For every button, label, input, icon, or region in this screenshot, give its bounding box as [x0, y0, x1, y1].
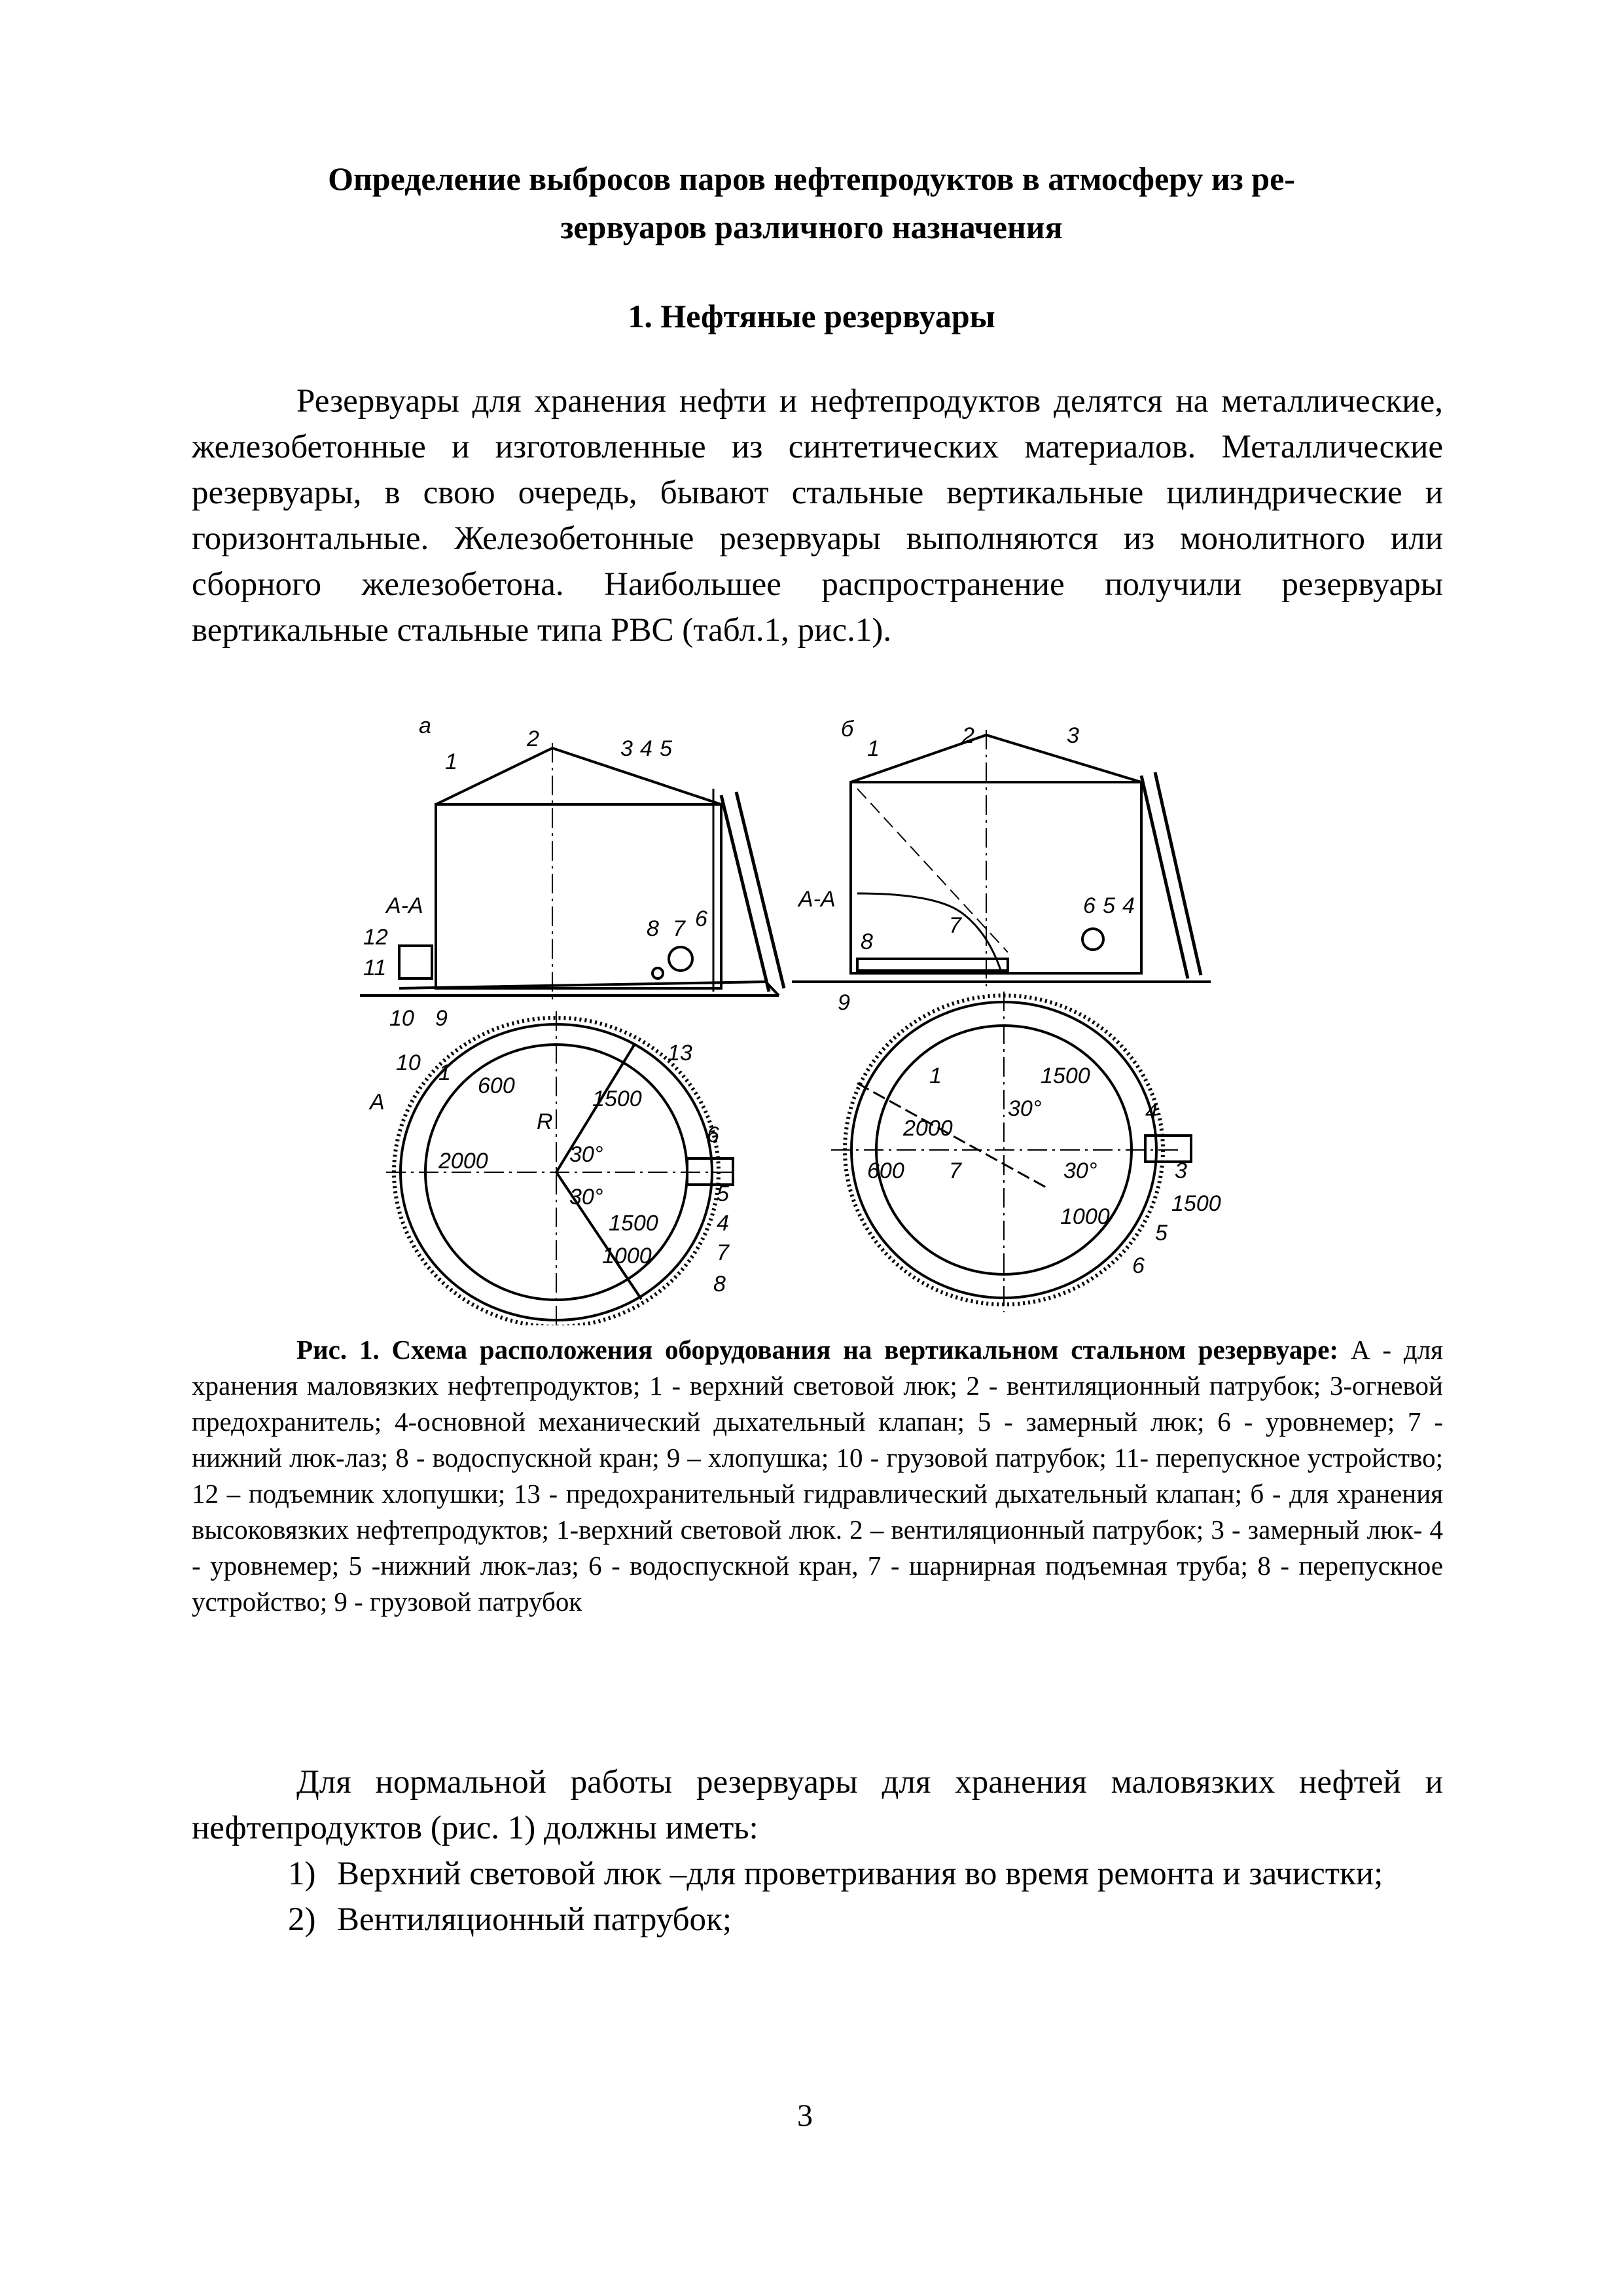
list-item — [288, 1897, 1443, 1943]
figure-label: 30° — [1063, 1158, 1097, 1183]
figure-label: 6 — [695, 906, 707, 931]
figure-label: 1 — [445, 749, 457, 774]
figure-label: 3 — [1175, 1158, 1187, 1183]
figure-label: 3 — [1067, 723, 1079, 748]
intro-paragraph: Резервуары для хранения нефти и нефтепродуктов делятся на металлические, железобетонные и изготовленные из синтетических материалов. Металлические резервуары, в свою очередь, бывают стальные вертикальные цилиндрические и горизонтальные. Железобетонные резервуары выполняются из монолитного или сборного железобетона. Наибольшее распространение получили резервуары вертикальные стальные типа РВС (табл.1, рис.1). — [192, 383, 1443, 649]
figure-label: 1 — [867, 736, 880, 761]
figure-label: 4 — [717, 1211, 729, 1236]
figure-label: 5 — [1103, 893, 1115, 918]
figure-label: 4 — [1122, 893, 1135, 918]
tank-a-wall — [436, 804, 721, 988]
tank-a-side-view — [360, 717, 784, 1031]
figure-label: 13 — [668, 1041, 692, 1066]
figure-label: 7 — [673, 916, 685, 941]
figure-label: 600 — [478, 1073, 515, 1098]
figure-label: 1500 — [609, 1211, 658, 1236]
figure-label: 30° — [569, 1185, 603, 1210]
list-item-text: Вентиляционный патрубок; — [337, 1901, 732, 1938]
figure-label: 1500 — [1171, 1191, 1221, 1216]
figure-label: 7 — [949, 1158, 961, 1183]
tank-a-drain-valve — [652, 968, 663, 978]
figure-label: 6 — [707, 1122, 719, 1147]
figure-label: 1 — [438, 1060, 451, 1085]
tank-b-plan-view — [831, 992, 1221, 1312]
figure-label: А — [370, 1090, 385, 1115]
figure-label: 5 — [717, 1181, 729, 1206]
tank-b-roof — [851, 735, 1141, 782]
label-section-aa: А-А — [386, 893, 423, 918]
figure-label: 1000 — [602, 1244, 652, 1268]
requirements-list — [288, 1851, 1443, 1943]
figure-label: 7 — [717, 1240, 729, 1265]
figure-label: 5 — [1155, 1221, 1168, 1246]
figure-label: 1500 — [1041, 1064, 1090, 1088]
list-item-number: 1) — [288, 1856, 316, 1892]
figure-label: 6 — [1132, 1253, 1145, 1278]
tank-a-manhole — [669, 947, 692, 971]
tank-b-ladder — [1141, 776, 1188, 978]
figure-label: 6 — [1083, 893, 1096, 918]
figure-label: 8 — [647, 916, 659, 941]
figure-label: 4 — [640, 736, 652, 761]
tank-b-side-view — [792, 717, 1211, 1015]
figure-caption — [192, 1332, 1443, 1620]
figure-label: 9 — [435, 1006, 448, 1031]
tank-b-lifting-pipe — [857, 789, 1008, 952]
tank-a-flapper-assembly — [399, 946, 432, 978]
figure-label: 7 — [949, 913, 961, 938]
figure-label: 5 — [660, 736, 672, 761]
figure-label: 3 — [620, 736, 633, 761]
list-item — [288, 1851, 1443, 1897]
section-heading: 1. Нефтяные резервуары — [628, 298, 995, 334]
list-item-text: Верхний световой люк –для проветривания во время ремонта и зачистки; — [337, 1856, 1383, 1892]
requirements-paragraph: Для нормальной работы резервуары для хранения маловязких нефтей и нефтепродуктов (рис. 1) должны иметь: — [192, 1764, 1443, 1846]
page-number: 3 — [797, 2098, 813, 2133]
figure-label: А-А — [798, 887, 836, 912]
figure-label: 1000 — [1060, 1204, 1110, 1229]
figure-label: 1500 — [592, 1086, 642, 1111]
figure-label: 4 — [1145, 1100, 1158, 1124]
figure-label: 8 — [713, 1272, 726, 1297]
tank-a-roof — [436, 748, 721, 804]
figure-label: 30° — [1008, 1096, 1042, 1121]
figure-label: 12 — [363, 925, 388, 950]
figure-label: 30° — [569, 1142, 603, 1167]
figure-label: 2 — [962, 723, 974, 748]
label-b: б — [841, 717, 854, 742]
figure-label: 2000 — [903, 1116, 953, 1141]
figure-caption-title: Рис. 1. Схема расположения оборудования на вертикальном стальном резервуаре: — [296, 1335, 1339, 1365]
tank-equipment-figure — [360, 717, 1237, 1325]
tank-a-plan-view — [368, 1011, 733, 1325]
tank-b-pipe — [857, 959, 1008, 971]
figure-label: R — [537, 1109, 553, 1134]
figure-label: 8 — [861, 929, 873, 954]
figure-label: 600 — [867, 1158, 904, 1183]
figure-label: 2000 — [438, 1149, 488, 1174]
figure-label: 2 — [527, 726, 539, 751]
figure-label: 10 — [389, 1006, 414, 1031]
figure-caption-text: А - для хранения маловязких нефтепродуктов; 1 - верхний световой люк; 2 - вентиляционный патрубок; 3-огневой предохранитель; 4-основной механический дыхательный клапан; 5 - замерный люк; 6 - уровнемер; 7 - нижний люк-лаз; 8 - водоспускной кран; 9 – хлопушка; 10 - грузовой патрубок; 11- перепускное устройство; 12 – подъемник хлопушки; 13 - предохранительный гидравлический дыхательный клапан; б - для хранения высоковязких нефтепродуктов; 1-верхний световой люк. 2 – вентиляционный патрубок; 3 - замерный люк- 4 - уровнемер; 5 -нижний люк-лаз; 6 - водоспускной кран, 7 - шарнирная подъемная труба; 8 - перепускное устройство; 9 - грузовой патрубок — [192, 1335, 1443, 1617]
tank-b-wall — [851, 782, 1141, 973]
figure-label: 1 — [929, 1064, 942, 1088]
figure-label: 10 — [396, 1050, 421, 1075]
document-title-line-1: Определение выбросов паров нефтепродуктов в атмосферу из ре- — [328, 160, 1295, 197]
figure-label: 9 — [838, 990, 850, 1015]
document-title-line-2: зервуаров различного назначения — [560, 209, 1063, 245]
figure-label: 11 — [363, 956, 387, 980]
label-a: а — [419, 717, 431, 738]
list-item-number: 2) — [288, 1901, 316, 1938]
